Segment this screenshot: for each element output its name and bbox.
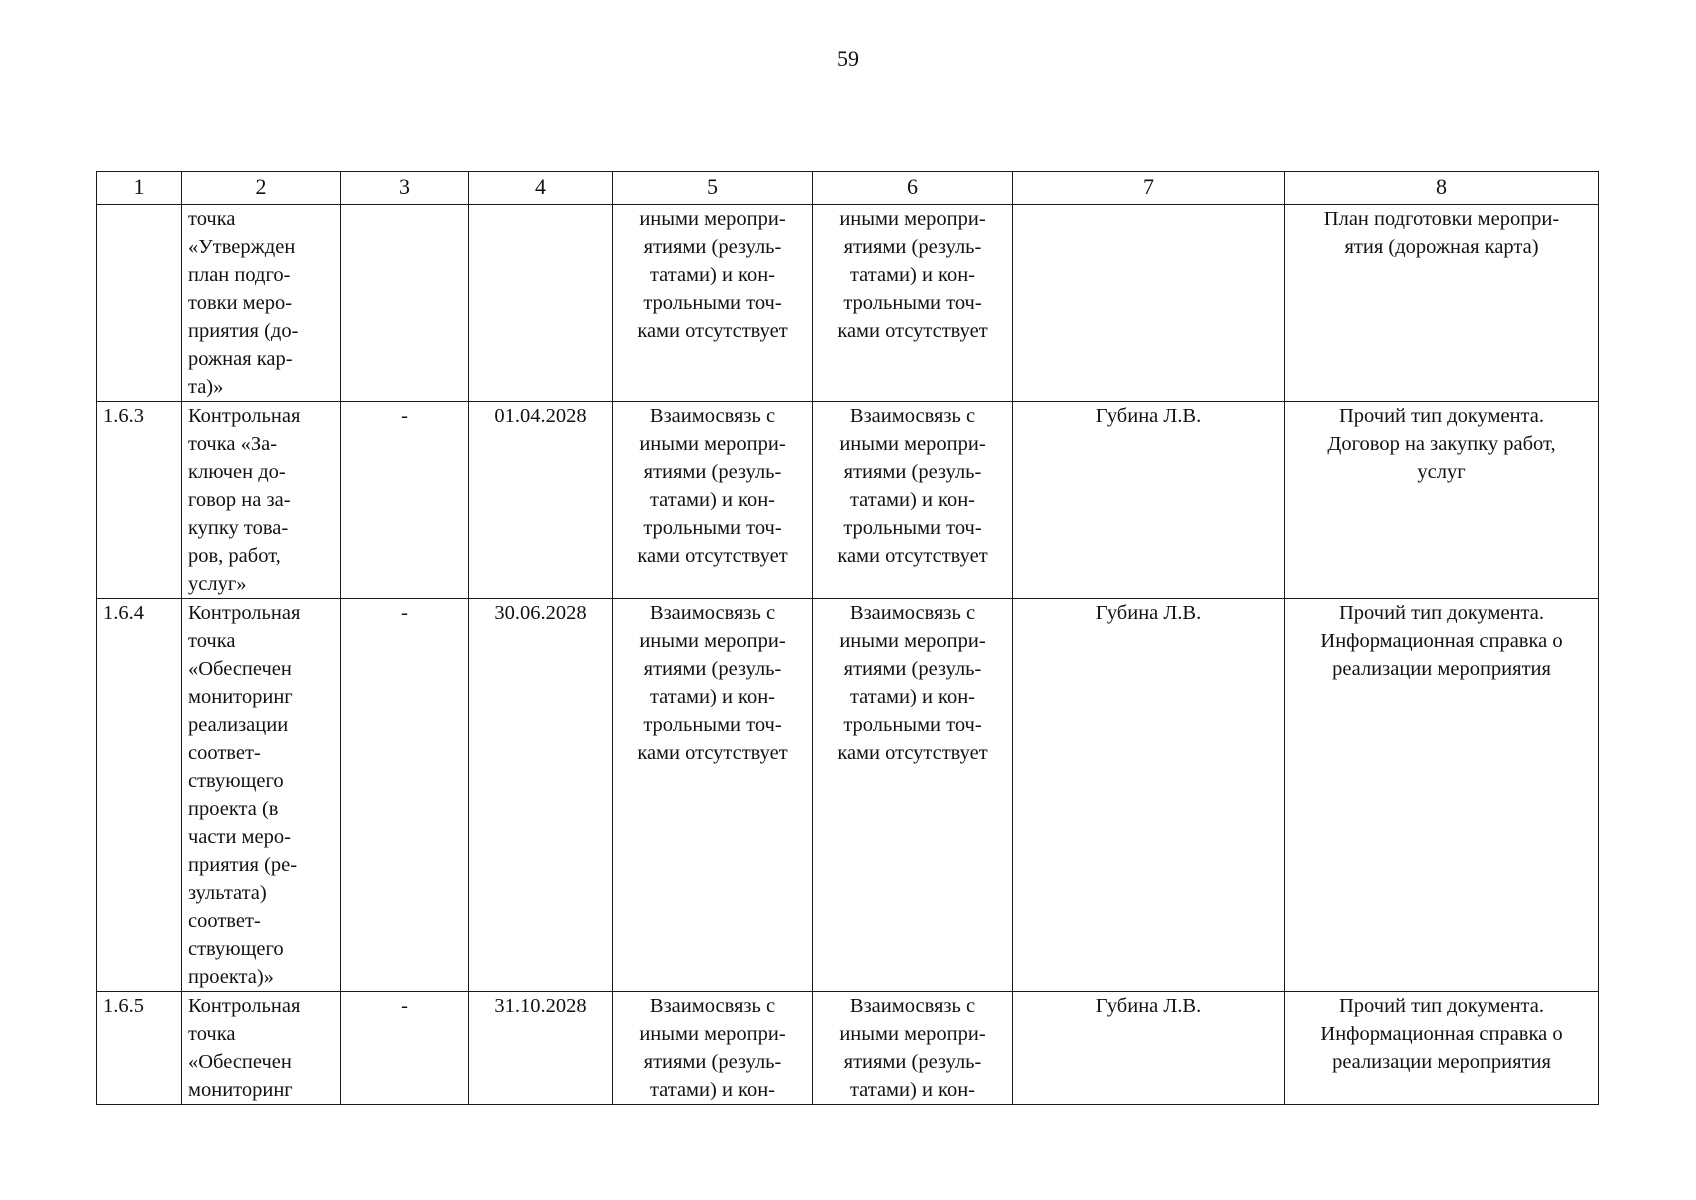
cell-col3: [341, 205, 469, 402]
responsible-cell: Губина Л.В.: [1013, 599, 1285, 992]
document-type-cell: Прочий тип документа. Договор на закупку работ, услуг: [1285, 402, 1599, 599]
responsible-cell: [1013, 205, 1285, 402]
column-header: 5: [613, 172, 813, 205]
column-header: 4: [469, 172, 613, 205]
date-cell: 01.04.2028: [469, 402, 613, 599]
column-header: 1: [97, 172, 182, 205]
relation-cell-6: Взаимосвязь с иными меропри- ятиями (резуль- татами) и кон-: [813, 992, 1013, 1105]
cell-col3: -: [341, 402, 469, 599]
table-row: [97, 992, 1599, 1105]
document-type-cell: План подготовки меропри- ятия (дорожная карта): [1285, 205, 1599, 402]
relation-cell-5: иными меропри- ятиями (резуль- татами) и кон- трольными точ- ками отсутствует: [613, 205, 813, 402]
relation-cell-6: иными меропри- ятиями (резуль- татами) и кон- трольными точ- ками отсутствует: [813, 205, 1013, 402]
relation-cell-5: Взаимосвязь с иными меропри- ятиями (резуль- татами) и кон- трольными точ- ками отсутствует: [613, 402, 813, 599]
row-number: [97, 205, 182, 402]
table-header-row: [97, 172, 1599, 205]
document-type-cell: Прочий тип документа. Информационная справка о реализации мероприятия: [1285, 599, 1599, 992]
date-cell: [469, 205, 613, 402]
checkpoint-name: точка «Утвержден план подго- товки меро- приятия (до- рожная кар- та)»: [182, 205, 341, 402]
checkpoint-name: Контрольная точка «Обеспечен мониторинг реализации соответ- ствующего проекта (в части меро- приятия (ре- зультата) соответ- ствующего проекта)»: [182, 599, 341, 992]
responsible-cell: Губина Л.В.: [1013, 402, 1285, 599]
table-row: [97, 599, 1599, 992]
cell-col3: -: [341, 599, 469, 992]
relation-cell-6: Взаимосвязь с иными меропри- ятиями (резуль- татами) и кон- трольными точ- ками отсутствует: [813, 599, 1013, 992]
row-number: 1.6.5: [97, 992, 182, 1105]
checkpoint-name: Контрольная точка «За- ключен до- говор на за- купку това- ров, работ, услуг»: [182, 402, 341, 599]
plan-table: [96, 171, 1599, 1105]
table-row: [97, 205, 1599, 402]
relation-cell-6: Взаимосвязь с иными меропри- ятиями (резуль- татами) и кон- трольными точ- ками отсутствует: [813, 402, 1013, 599]
relation-cell-5: Взаимосвязь с иными меропри- ятиями (резуль- татами) и кон-: [613, 992, 813, 1105]
page-number: 59: [837, 46, 859, 71]
column-header: 6: [813, 172, 1013, 205]
relation-cell-5: Взаимосвязь с иными меропри- ятиями (резуль- татами) и кон- трольными точ- ками отсутствует: [613, 599, 813, 992]
column-header: 2: [182, 172, 341, 205]
responsible-cell: Губина Л.В.: [1013, 992, 1285, 1105]
row-number: 1.6.4: [97, 599, 182, 992]
date-cell: 31.10.2028: [469, 992, 613, 1105]
column-header: 3: [341, 172, 469, 205]
date-cell: 30.06.2028: [469, 599, 613, 992]
table-row: [97, 402, 1599, 599]
column-header: 8: [1285, 172, 1599, 205]
column-header: 7: [1013, 172, 1285, 205]
checkpoint-name: Контрольная точка «Обеспечен мониторинг: [182, 992, 341, 1105]
document-type-cell: Прочий тип документа. Информационная справка о реализации мероприятия: [1285, 992, 1599, 1105]
row-number: 1.6.3: [97, 402, 182, 599]
cell-col3: -: [341, 992, 469, 1105]
